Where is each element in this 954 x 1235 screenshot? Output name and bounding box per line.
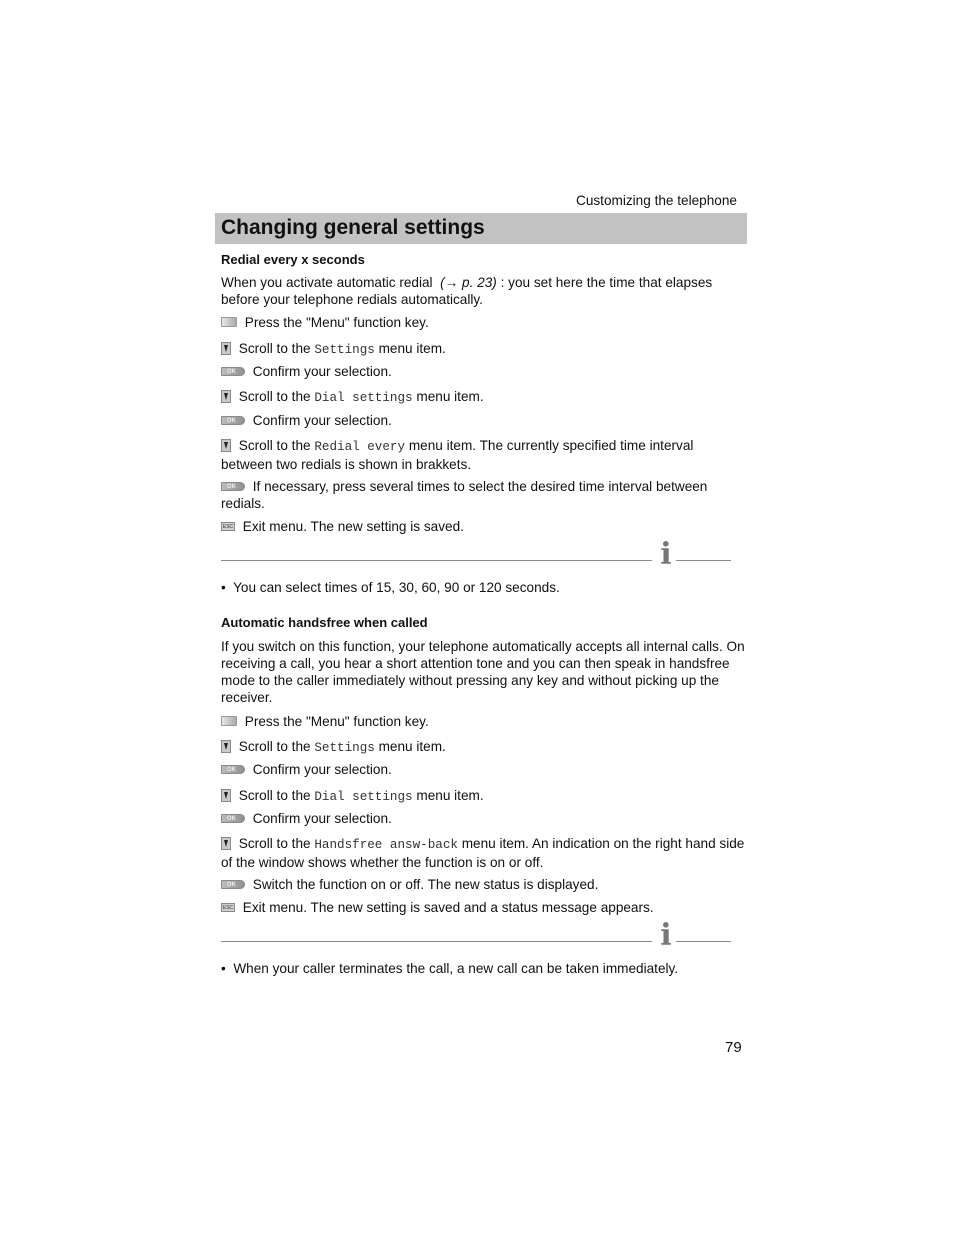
ok-key-icon: OK (221, 765, 245, 774)
step-text: Scroll to the (238, 341, 311, 356)
step-text: Switch the function on or off. The new status is displayed. (252, 877, 599, 892)
ok-key-icon: OK (221, 880, 245, 889)
ok-key-icon: OK (221, 367, 245, 376)
subheading-redial: Redial every x seconds (221, 252, 365, 267)
esc-key-icon: ESC (222, 904, 234, 911)
step-text: Press the "Menu" function key. (244, 315, 429, 330)
section-title: Changing general settings (221, 216, 485, 239)
running-header: Customizing the telephone (576, 193, 737, 208)
menu-item-code: Dial settings (314, 391, 413, 405)
step-1 (221, 314, 745, 331)
step-2 (221, 738, 745, 757)
bullet: • (221, 580, 226, 595)
intro-text-a: When you activate automatic redial (221, 275, 433, 290)
step-6 (221, 437, 745, 473)
step-8 (221, 518, 745, 535)
menu-key-icon (221, 317, 237, 327)
step-text: Scroll to the (238, 389, 311, 404)
step-text: Exit menu. The new setting is saved. (242, 519, 464, 534)
step-text: Scroll to the (238, 788, 311, 803)
subheading-handsfree: Automatic handsfree when called (221, 615, 428, 630)
step-text: menu item. (416, 389, 484, 404)
scroll-down-icon (221, 837, 231, 850)
step-text: Scroll to the (238, 438, 311, 453)
info-icon: i (660, 537, 672, 572)
step-7 (221, 478, 745, 512)
scroll-down-icon (221, 390, 231, 403)
step-3 (221, 363, 745, 380)
ok-key-icon: OK (221, 416, 245, 425)
scroll-down-icon (221, 342, 231, 355)
note-handsfree (221, 960, 745, 977)
scroll-down-icon (221, 740, 231, 753)
menu-item-code: Handsfree answ-back (314, 838, 458, 852)
intro-handsfree: If you switch on this function, your telephone automatically accepts all internal calls. On receiving a call, you hear a short attention tone and you can then speak in handsfree mode to the caller immediately without pressing any key and without picking up the receiver. (221, 639, 745, 705)
info-divider-end (676, 941, 731, 942)
note-text: When your caller terminates the call, a new call can be taken immediately. (233, 961, 679, 976)
info-icon: i (660, 918, 672, 953)
step-text: menu item. (378, 341, 446, 356)
step-3 (221, 761, 745, 778)
note-redial (221, 579, 745, 596)
page-number: 79 (725, 1039, 742, 1056)
menu-key-icon (221, 716, 237, 726)
scroll-down-icon (221, 439, 231, 452)
bullet: • (221, 961, 226, 976)
step-6 (221, 835, 745, 871)
menu-item-code: Dial settings (314, 790, 413, 804)
step-7 (221, 876, 745, 893)
step-8 (221, 899, 745, 916)
step-1 (221, 713, 745, 730)
step-text: menu item. (416, 788, 484, 803)
step-text: Scroll to the (238, 739, 311, 754)
step-5 (221, 810, 745, 827)
info-divider-end (676, 560, 731, 561)
step-text: If necessary, press several times to select the desired time interval between redials. (221, 479, 708, 511)
info-divider (221, 941, 652, 942)
page-reference-link[interactable]: (→ p. 23) (440, 275, 497, 290)
step-4 (221, 787, 745, 806)
step-text: menu item. An indication on the right hand side of the window shows whether the function is on or off. (221, 836, 745, 870)
step-text: menu item. (378, 739, 446, 754)
ok-key-icon: OK (221, 814, 245, 823)
menu-item-code: Redial every (314, 440, 406, 454)
step-text: Scroll to the (238, 836, 311, 851)
step-text: menu item. The currently specified time interval between two redials is shown in brakkets. (221, 438, 694, 472)
intro-text-b: : you set here the time that elapses before your telephone redials automatically. (221, 275, 713, 307)
scroll-down-icon (221, 789, 231, 802)
menu-item-code: Settings (314, 741, 375, 755)
step-4 (221, 388, 745, 407)
step-text: Press the "Menu" function key. (244, 714, 429, 729)
menu-item-code: Settings (314, 343, 375, 357)
step-text: Confirm your selection. (252, 413, 392, 428)
step-text: Confirm your selection. (252, 364, 392, 379)
note-text: You can select times of 15, 30, 60, 90 or 120 seconds. (233, 580, 560, 595)
step-5 (221, 412, 745, 429)
step-2 (221, 340, 745, 359)
step-text: Confirm your selection. (252, 762, 392, 777)
step-text: Exit menu. The new setting is saved and a status message appears. (242, 900, 654, 915)
info-divider (221, 560, 652, 561)
intro-redial (221, 274, 745, 308)
ok-key-icon: OK (221, 482, 245, 491)
step-text: Confirm your selection. (252, 811, 392, 826)
esc-key-icon: ESC (222, 523, 234, 530)
